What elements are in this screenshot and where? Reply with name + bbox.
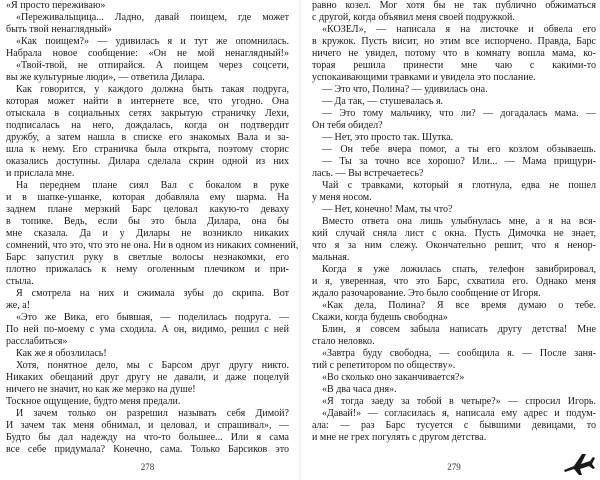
text-line: вы же культурные люди», — ответила Дилара. [6,72,205,83]
text-line: в кружок. Пусть висит, но этим все испорчено. Правда, Барс [312,36,596,47]
text-line: и прислала мне. [6,168,75,179]
text-line: — Он тебе вчера помог, а ты его козлом обзываешь. [322,144,596,155]
text-line: Будто бы дал надежду на что-то большее... Или я сама [6,432,289,443]
text-line: успокаивающими травками и увидела это послание. [312,72,536,83]
text-line: Хотя, понятное дело, мы с Барсом друг другу никто. [16,360,289,371]
text-line: «Твой-твой, не отпирайся. А поищем через соцсети, [16,60,289,71]
text-line: И зачем так меня обнимал, и целовал, и спрашивал», — [6,420,289,431]
text-line: которая может найти в интернете все, что угодно. Она [6,96,289,107]
text-line: Никаких обещаний друг другу не давали, и даже поцелуй [6,372,289,383]
text-line: равно козел. Мог хотя бы не так публично обжиматься [312,0,596,11]
text-line: ничего не увидел, потому что в комнату вошла мама, ко- [312,48,596,59]
text-line: «Я просто переживаю» [6,0,106,11]
airplane-icon [562,450,596,476]
text-line: Барс запустил руку в светлые волосы незнакомки, его [6,252,289,263]
text-line: «Давай!» — согласилась я, написала ему адрес и подум- [322,408,596,419]
text-line: и мне не грех погулять с другом детства. [312,432,487,443]
text-line: — Ты за точно все хорошо? Или... — Мама прищури- [322,156,596,167]
text-line: На переднем плане сиял Вал с бокалом в руке [16,180,289,191]
text-line: Как говорится, у каждого должна быть такая подруга, [16,84,289,95]
text-line: стало неловко. [312,336,375,347]
text-line: расслабиться» [6,336,68,347]
text-line: По ней по-моему с ума сходила. А он, видимо, решил с ней [6,324,289,335]
text-line: лась. — Вы встречаетесь? [312,168,424,179]
text-line: стыла. [6,276,34,287]
text-line: — Это тому мальчику, что ли? — догадалась мама. — [322,108,596,119]
right-page [312,0,596,444]
text-line: кий случай сняла лист с окна. Пусть Димочка не знает, [312,228,596,239]
text-line: — Нет, конечно! Мам, ты что? [322,204,453,215]
text-line: дружбу, а затем нашла в списке его знакомых Вала и за- [6,132,289,143]
text-line: подписалась на него, дождалась, когда он подтвердит [6,120,289,131]
text-line: и я, уверенная, что это Барс, схватила его. Однако меня [312,276,596,287]
left-page-number: 278 [140,462,155,472]
text-line: Чай с травками, который я глотнула, едва не пошел [322,180,596,191]
text-line: что я за ним слежу. Окончательно решит, что я ненор- [312,240,596,251]
text-line: торая решила принести мне чаю с какими-то [312,60,596,71]
text-line: же, а! [6,300,31,311]
text-line: шла к нему. Его страничка была открыта, поэтому сторис [6,144,289,155]
text-line: сомнений, что это, что это не она. Ни в одном из никаких сомнений, [6,240,299,251]
text-line: — Нет, это просто так. Шутка. [322,132,454,143]
text-line: плотно прижалась к нему оголенным плечиком и при- [6,264,289,275]
text-line: Когда я уже ложилась спать, телефон завибрировал, [322,264,596,275]
text-line: «Это же Вика, его бывшая, — поделилась подруга. — [16,312,289,323]
text-line: мне сказала. Да и у Дилары не возникло никаких [6,228,289,239]
text-line: Блин, я совсем забыла написать другу детства! Мне [322,324,596,335]
text-line: Он тебя обидел? [312,120,383,131]
text-line: Как же я обозлилась! [16,348,107,359]
text-line: быть твой ненаглядный» [6,24,112,35]
left-page-text [6,0,299,456]
text-line: «Во сколько оно заканчивается?» [322,372,465,383]
text-line: с другой, когда объявил меня своей подружкой. [312,12,515,23]
text-line: и в шапке-ушанке, которая добавляла ему шарма. На [6,192,289,203]
text-line: ждало разочарование. Это было сообщение от Игоря. [312,288,541,299]
text-line: ничего не значит, но как же мерзко на душе! [6,384,196,395]
text-line: Скажи, когда будешь свободна» [312,312,448,323]
right-page-number: 279 [447,462,461,472]
text-line: отыскала в социальных сетях закрытую страничку Лехи, [6,108,289,119]
left-page [6,0,299,456]
text-line: мальная. [312,252,350,263]
right-page-text [312,0,596,444]
text-line: у меня носом. [312,192,372,203]
text-line: все себе придумала? Конечно, сама. Только Барсиков это [6,444,289,455]
text-line: И зачем только он разрешил называть себя Димой? [16,408,289,419]
text-line: — Это что, Полина? — удивилась она. [322,84,488,95]
text-line: Вместо ответа она лишь улыбнулась мне, а я на вся- [322,216,596,227]
text-line: тий с репетитором по обществу». [312,360,456,371]
text-line: «Переживальщица... Ладно, давай поищем, где может [16,12,289,23]
text-line: «Я тогда заеду за тобой в четыре?» — спросил Игорь. [322,396,596,407]
text-line: «Завтра буду свободна, — сообщила я. — После заня- [322,348,596,359]
text-line: «В два часа дня». [322,384,397,395]
text-line: в топике. Ведь, если бы это была Дилара, она бы [6,216,289,227]
text-line: «КОЗЕЛ», — написала я на листочке и обвела его [322,24,596,35]
text-line: Тоскное ощущение, будто меня предали. [6,396,181,407]
text-line: «Как дела, Полина? Я все время думаю о тебе. [322,300,596,311]
text-line: «Как поищем?» — удивилась я и тут же опомнилась. [16,36,289,47]
page-gutter [299,0,301,480]
text-line: Набрала новое сообщение: «Он не мой ненаглядный!» [6,48,289,59]
text-line: заднем плане мерзкий Барс целовал какую-то деваху [6,204,289,215]
text-line: ала: — раз Барс тусуется с бывшими девицами, то [312,420,596,431]
text-line: оказались доступны. Дилара сделала скрин одной из них [6,156,289,167]
text-line: — Да так, — стушевалась я. [322,96,444,107]
text-line: Я смотрела на них и сжимала зубы до скрипа. Вот [16,288,289,299]
